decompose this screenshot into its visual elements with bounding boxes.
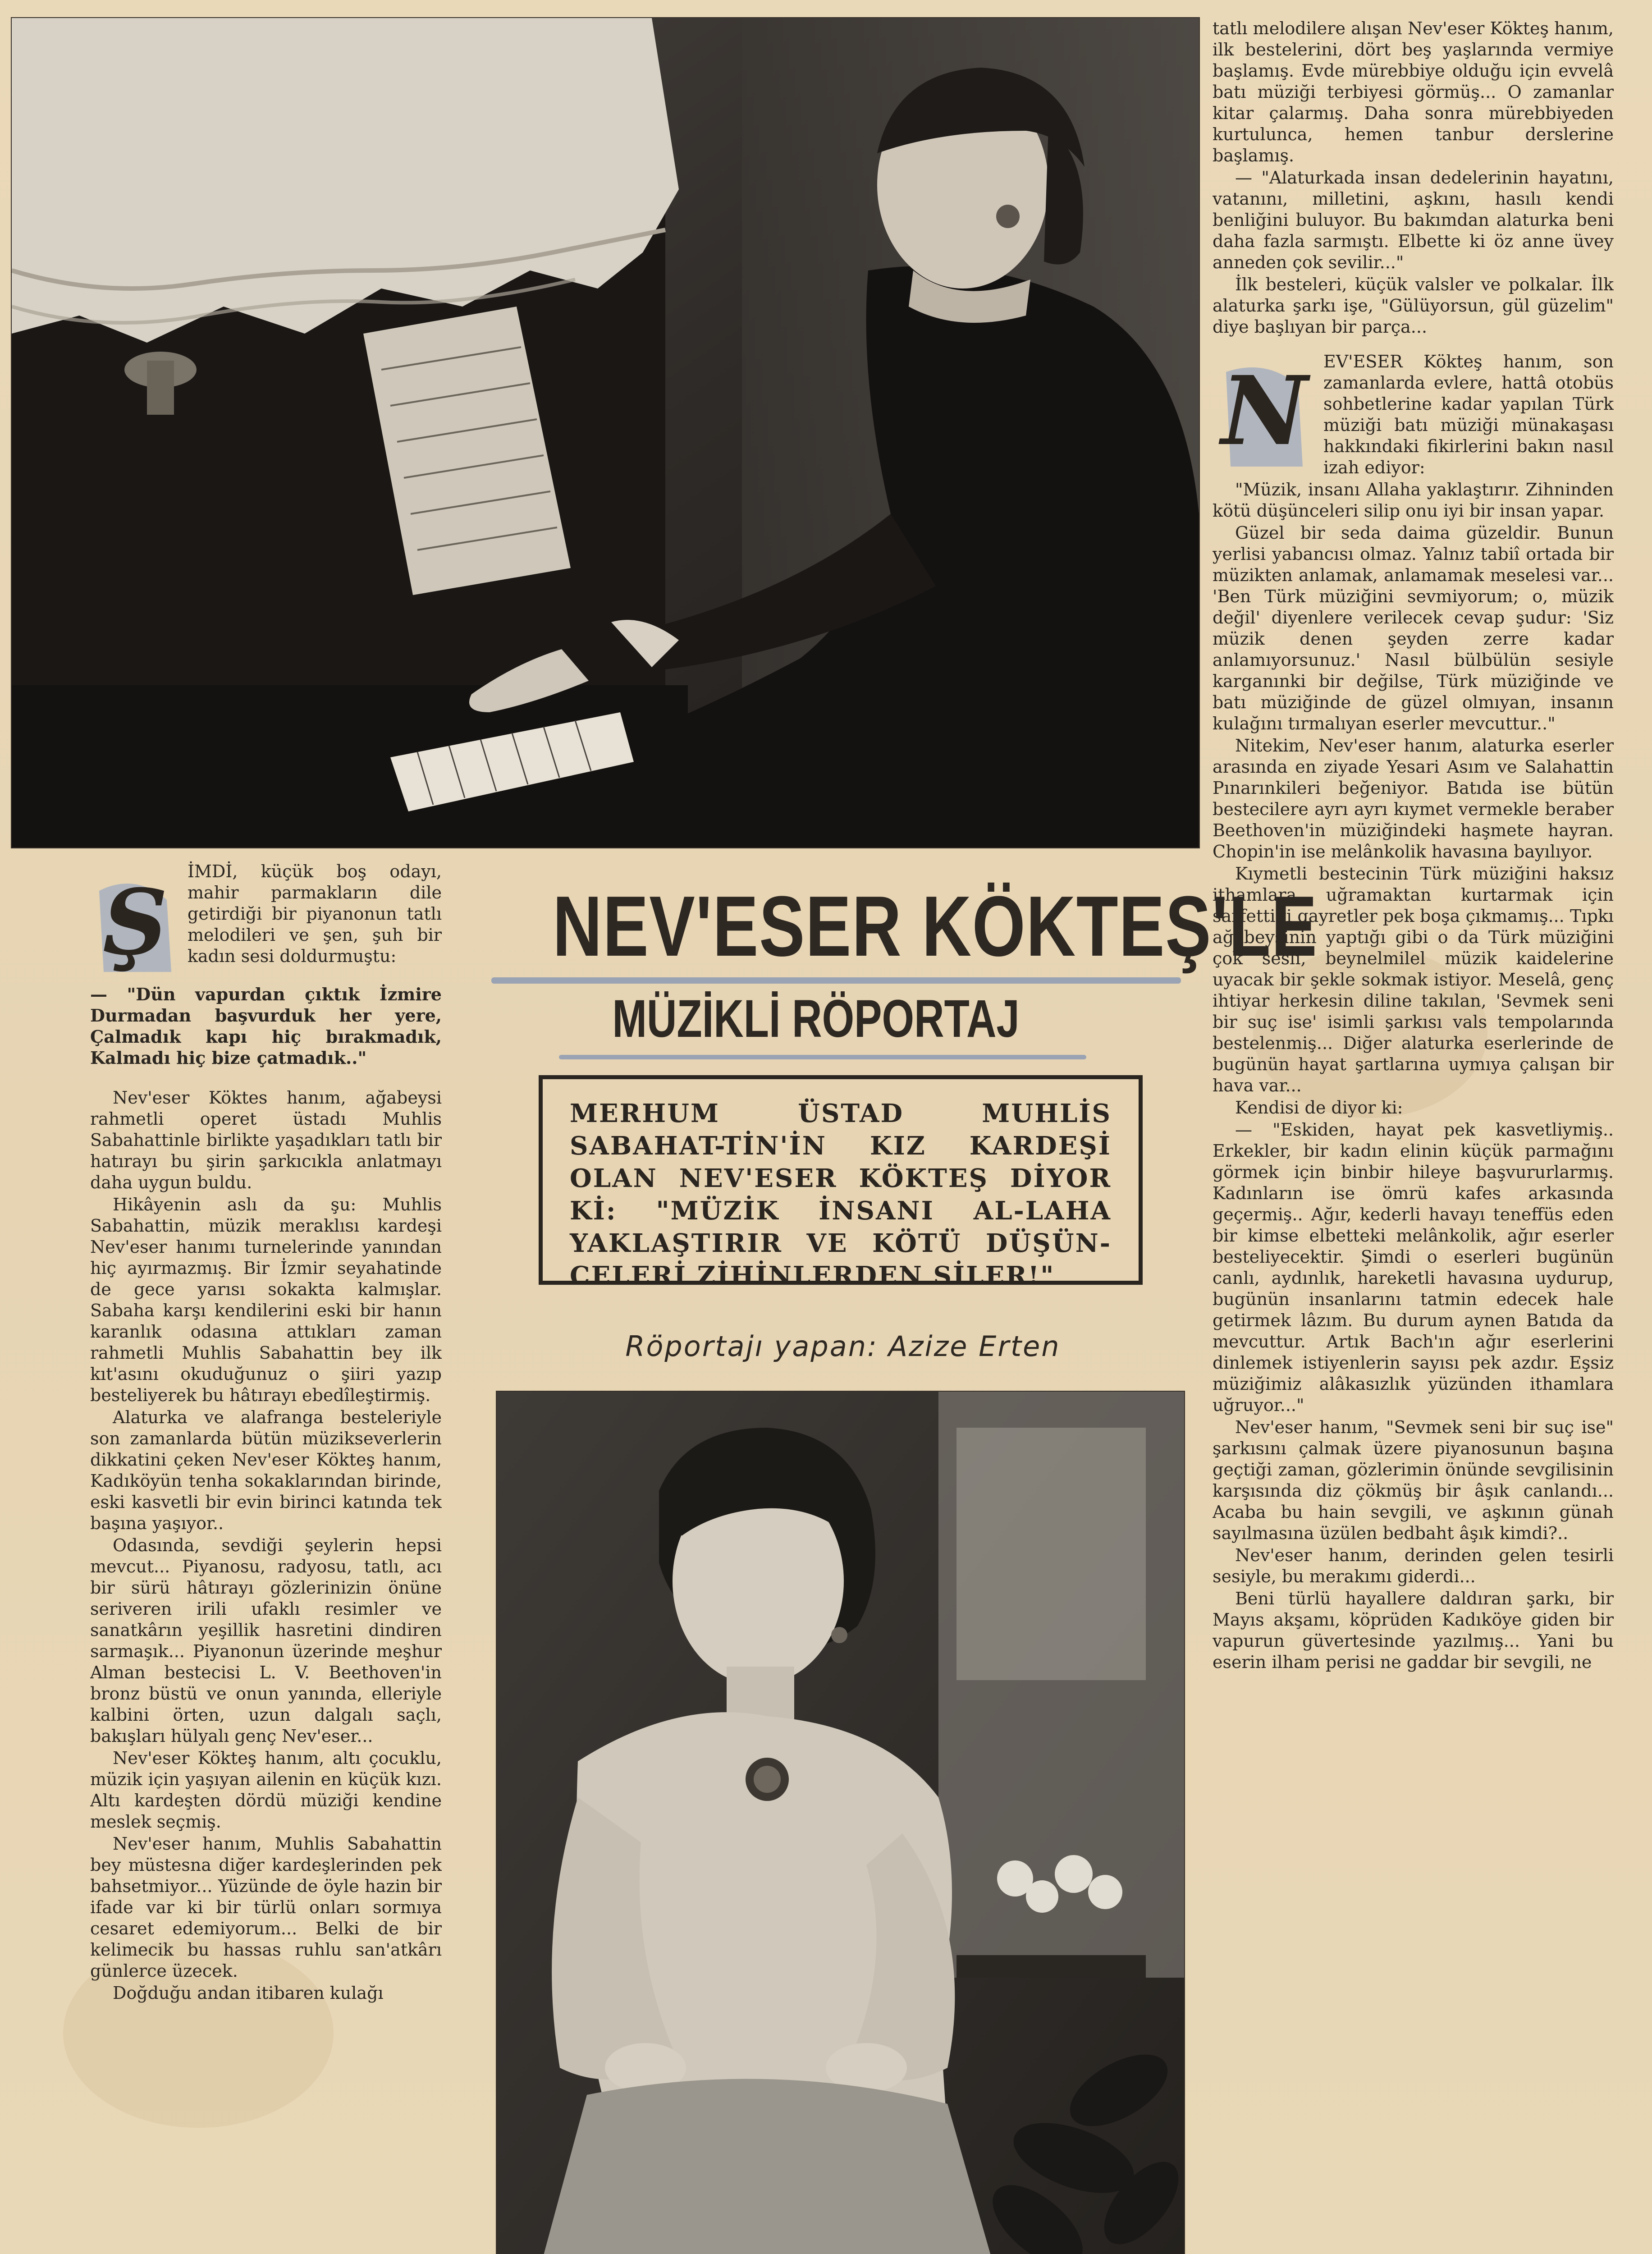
right-paragraph: — "Eskiden, hayat pek kasvetliymiş.. Erkekler, bir kadın elinin küçük parmağını görmek için binbir hileye başvururlarmış. Kadınların ise ömrü kafes arkasında geçermiş.. Ağır, kederli havayı teneffüs eden bir kimse elbetteki melânkolik, ağır eserler besteliyecektir. Şimdi o eserleri bugünün canlı, aydınlık, hareketli havasına uydurup, bugünün insanlarını tatmin edecek hale getirmek lâzım. Bu durum aynen Batıda da mevcuttur. Artık Bach'ın ağır eserlerini dinlemek istiyenlerin sayısı pek azdır. Eşsiz müziğimiz alâkasızlık yüzünden ithamlara uğruyor..." <box>1213 1120 1614 1415</box>
left-paragraph: Nev'eser hanım, Muhlis Sabahattin bey müstesna diğer kardeşlerinden pek bahsetmiyor... Yüzünde de öyle hazin bir ifade var ki bir türlü onları sormıya cesaret edemiyorum... Belki de bir kelimecik bu hassas ruhlu san'atkârı günlerce üzecek. <box>90 1834 442 1981</box>
headline-rule <box>491 977 1181 984</box>
headline: NEV'ESER KÖKTEŞ'LE <box>553 879 1318 974</box>
dropcap-left-letter: Ş <box>102 870 168 976</box>
subheadline: MÜZİKLİ RÖPORTAJ <box>612 989 1020 1049</box>
right-paragraph: Güzel bir seda daima güzeldir. Bunun yerlisi yabancısı olmaz. Yalnız tabiî ortada bir müzikten anlamak, anlamamak meselesi var... 'Ben Türk müziğini sevmiyorum; o, müzik değil' diyenlere verilecek cevap şudur: 'Siz müzik denen şeyden zerre kadar anlamıyorsunuz.' Nasıl bülbülün sesiyle karganınki bir değilse, Türk müziğinde ve batı müziğinde de güzel olmıyan, insanın kulağını tırmalıyan eserler mevcuttur.." <box>1213 523 1614 733</box>
piano-photo <box>11 17 1200 848</box>
subheadline-rule <box>559 1055 1086 1059</box>
left-paragraph: Nev'eser Kökteş hanım, altı çocuklu, müzik için yaşıyan ailenin en küçük kızı. Altı kardeşten dördü müziği kendine meslek seçmiş. <box>90 1748 442 1832</box>
quote-box-text: MERHUM ÜSTAD MUHLİS SABAHAT-TİN'İN KIZ KARDEŞİ OLAN NEV'ESER KÖKTEŞ DİYOR Kİ: "MÜZİK İNSANI AL-LAHA YAKLAŞTIRIR VE KÖTÜ DÜŞÜN-CELERİ ZİHİNLERDEN SİLER!" <box>570 1099 1112 1291</box>
right-paragraph: "Müzik, insanı Allaha yaklaştırır. Zihninden kötü düşünceleri silip onu iyi bir insan yapar. <box>1213 480 1614 521</box>
right-paragraph: Nev'eser hanım, "Sevmek seni bir suç ise" şarkısını çalmak üzere piyanosunun başına geçtiği zaman, gözlerimin önünde sevgilisinin karşısında diz çökmüş bir âşık canlandı... Acaba bu hain sevgili, ve aşkının günah sayılmasına üzülen bedbaht âşık kimdi?.. <box>1213 1417 1614 1543</box>
right-paragraph: Nev'eser hanım, derinden gelen tesirli sesiyle, bu merakımı giderdi... <box>1213 1545 1614 1586</box>
quote-box <box>539 1075 1143 1291</box>
left-paragraph: Doğduğu andan itibaren kulağı <box>113 1983 384 2003</box>
right-column <box>1213 18 1614 2254</box>
right-intro: EV'ESER Kökteş hanım, son zamanlarda evlere, hattâ otobüs sohbetlerine kadar yapılan Türk müziği batı müziği münakaşası hakkındaki fikirlerini bakın nasıl izah ediyor: <box>1323 352 1614 477</box>
song-verse: — "Dün vapurdan çıktık İzmire Durmadan başvurduk her yere, Çalmadık kapı hiç bırakmadık, Kalmadı hiç bize çatmadık.." <box>90 984 442 1068</box>
right-paragraph: Kendisi de diyor ki: <box>1235 1098 1403 1118</box>
left-column <box>90 861 442 2254</box>
dropcap-left <box>90 864 180 976</box>
portrait-photo <box>496 1391 1185 2254</box>
byline: Röportajı yapan: Azize Erten <box>625 1330 1061 1363</box>
right-paragraph: tatlı melodilere alışan Nev'eser Kökteş hanım, ilk bestelerini, dört beş yaşlarında vermiye başlamış. Evde mürebbiye olduğu için evvelâ batı müziği terbiyesi görmüş... O zamanlar kitar çalarmış. Daha sonra mürebbiyeden kurtulunca, hemen tanbur derslerine başlamış. <box>1213 18 1614 165</box>
dropcap-right-letter: N <box>1221 355 1308 467</box>
left-paragraph: Hikâyenin aslı da şu: Muhlis Sabahattin, müzik meraklısı kardeşi Nev'eser hanımı turnelerinde yanından hiç ayırmazmış. Bir İzmir seyahatinde de gece yarısı sokakta kalmışlar. Sabaha karşı kendilerini eski bir hanın karanlık odasına attıkları zaman rahmetli Muhlis Sabahattin bey ilk kıt'asını okuduğunuz o şiiri yazıp besteliyerek bu hâtırayı ebedîleştirmiş. <box>90 1195 442 1405</box>
dropcap-right <box>1213 354 1316 471</box>
right-paragraph: Beni türlü hayallere daldıran şarkı, bir Mayıs akşamı, köprüden Kadıköye giden bir vapurun güvertesinde yazılmış... Yani bu eserin ilham perisi ne gaddar bir sevgili, ne <box>1213 1589 1614 1672</box>
right-paragraph: — "Alaturkada insan dedelerinin hayatını, vatanını, milletini, aşkını, hasılı kendi benliğini buluyor. Bu bakımdan alaturka beni daha fazla sarmıştı. Elbette ki öz anne üvey anneden çok sevilir..." <box>1213 168 1614 272</box>
right-paragraph: İlk besteleri, küçük valsler ve polkalar. İlk alaturka şarkı işe, "Gülüyorsun, gül güzelim" diye başlıyan bir parça... <box>1213 275 1614 337</box>
left-paragraph: Odasında, sevdiği şeylerin hepsi mevcut... Piyanosu, radyosu, tatlı, acı bir sürü hâtırayı gözlerinizin önüne seriveren irili ufaklı resimler ve sanatkârın yeşillik hasretini dindiren sarmaşık... Piyanonun üzerinde meşhur Alman bestecisi L. V. Beethoven'in bronz büstü ve onun yanında, elleriyle kalbini örten, uzun dalgalı saçlı, bakışları hülyalı genç Nev'eser... <box>90 1535 442 1746</box>
left-intro: İMDİ, küçük boş odayı, mahir parmakların dile getirdiği bir piyanonun tatlı melodileri ve şen, şuh bir kadın sesi doldurmuştu: <box>188 861 442 966</box>
right-paragraph: Kıymetli bestecinin Türk müziğini haksız ithamlara uğramaktan kurtarmak için sarfettiği gayretler pek boşa çıkmamış... Tıpkı ağabeysinin yaptığı gibi o da Türk müziğini çok sesli, beynelmilel müzik kaidelerine uyacak bir şekle sokmak istiyor. Meselâ, genç ihtiyar herkesin diline takılan, 'Sevmek seni bir suç ise' isimli şarkısı vals tempolarında bestelenmiş... Diğer alaturka eserlerinde de bugünün hayat şartlarına uymıya çalışan bir hava var... <box>1213 864 1614 1095</box>
right-paragraph: Nitekim, Nev'eser hanım, alaturka eserler arasında en ziyade Yesari Asım ve Salahattin Pınarınkileri beğeniyor. Batıda ise bütün bestecilere ayrı ayrı kıymet vermekle beraber Beethoven'in müziğindeki haşmete hayran. Chopin'in ise melânkolik havasına bayılıyor. <box>1213 736 1614 861</box>
left-paragraph: Nev'eser Köktes hanım, ağabeysi rahmetli operet üstadı Muhlis Sabahattinle birlikte yaşadıkları tatlı bir hatırayı bu şirin şarkıcıkla anlatmayı daha uygun buldu. <box>90 1088 442 1192</box>
left-paragraph: Alaturka ve alafranga besteleriyle son zamanlarda bütün müzikseverlerin dikkatini çeken Nev'eser Kökteş hanım, Kadıköyün tenha sokaklarından birinde, eski kasvetli bir evin birinci katında tek başına yaşıyor.. <box>90 1407 442 1533</box>
